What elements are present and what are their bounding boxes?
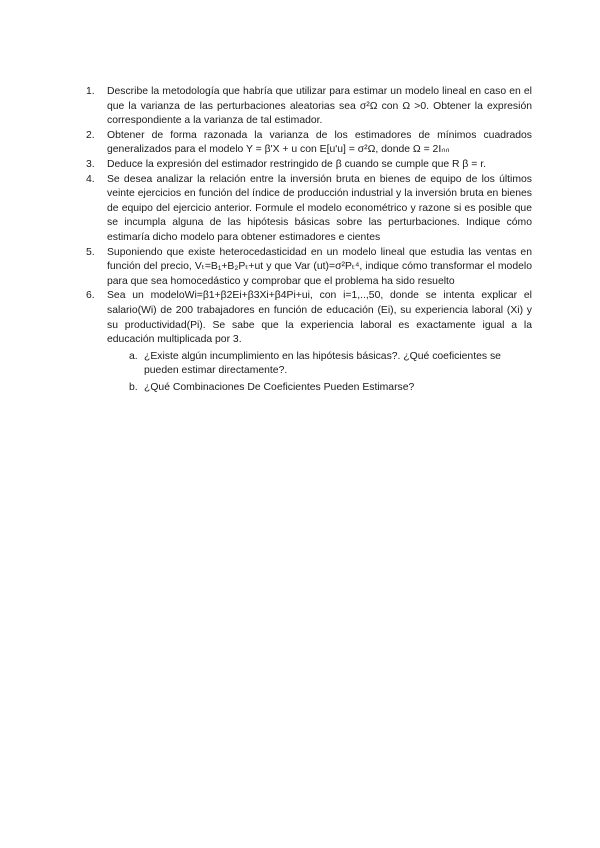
question-text: Deduce la expresión del estimador restringido de β cuando se cumple que R β = r. <box>107 158 487 170</box>
question-item <box>86 158 532 173</box>
question-number: 1. <box>86 86 95 97</box>
sub-question-letter: b. <box>129 381 138 393</box>
sub-question-item <box>129 381 532 396</box>
question-item <box>86 246 532 290</box>
question-item <box>86 289 532 395</box>
question-text: Se desea analizar la relación entre la inversión bruta en bienes de equipo de los últimos veinte ejercicios en función del índice de producción industrial y la inversión bruta en bienes de equipo del ejercicio anterior. Formule el modelo econométrico y razone si es posible que se incumpla alguna de las hipótesis básicas sobre las perturbaciones. Indique cómo estimaría dicho modelo para obtener estimadores e cientes <box>107 173 532 243</box>
question-item <box>86 173 532 246</box>
sub-question-text: ¿Qué Combinaciones De Coeficientes Pueden Estimarse? <box>144 381 415 393</box>
question-text: Suponiendo que existe heterocedasticidad en un modelo lineal que estudia las ventas en función del precio, Vₜ=B₁+B₂Pₜ+ut y que Var (ut)=σ²Pₜ⁴, indique cómo transformar el modelo para que sea homocedástico y comprobar que el problema ha sido resuelto <box>107 246 532 287</box>
sub-question-item <box>129 350 532 379</box>
question-number: 3. <box>86 158 95 170</box>
question-list <box>86 85 532 395</box>
sub-question-list <box>107 350 532 396</box>
sub-question-text: ¿Existe algún incumplimiento en las hipótesis básicas?. ¿Qué coeficientes se pueden estimar directamente?. <box>144 350 501 377</box>
sub-question-letter: a. <box>129 350 138 362</box>
question-text: Obtener de forma razonada la varianza de los estimadores de mínimos cuadrados generalizados para el modelo Y = β'X + u con E[u'u] = σ²Ω, donde Ω = 2Iₙₙ <box>107 129 532 156</box>
question-number: 5. <box>86 246 95 258</box>
question-text: Sea un modeloWi=β1+β2Ei+β3Xi+β4Pi+ui, con i=1,..,50, donde se intenta explicar el salario(Wi) de 200 trabajadores en función de educación (Ei), su experiencia laboral (Xi) y su productividad(Pi). Se sabe que la experiencia laboral es exactamente igual a la educación multiplicada por 3. <box>107 290 532 346</box>
question-number: 6. <box>86 290 95 302</box>
question-item <box>86 85 532 129</box>
question-number: 4. <box>86 173 95 185</box>
question-text: Describe la metodología que habría que utilizar para estimar un modelo lineal en caso en el que la varianza de las perturbaciones aleatorias sea σ²Ω con Ω >0. Obtener la expresión correspondiente a la varianza de tal estimador. <box>107 86 532 127</box>
question-item <box>86 129 532 158</box>
question-number: 2. <box>86 129 95 141</box>
